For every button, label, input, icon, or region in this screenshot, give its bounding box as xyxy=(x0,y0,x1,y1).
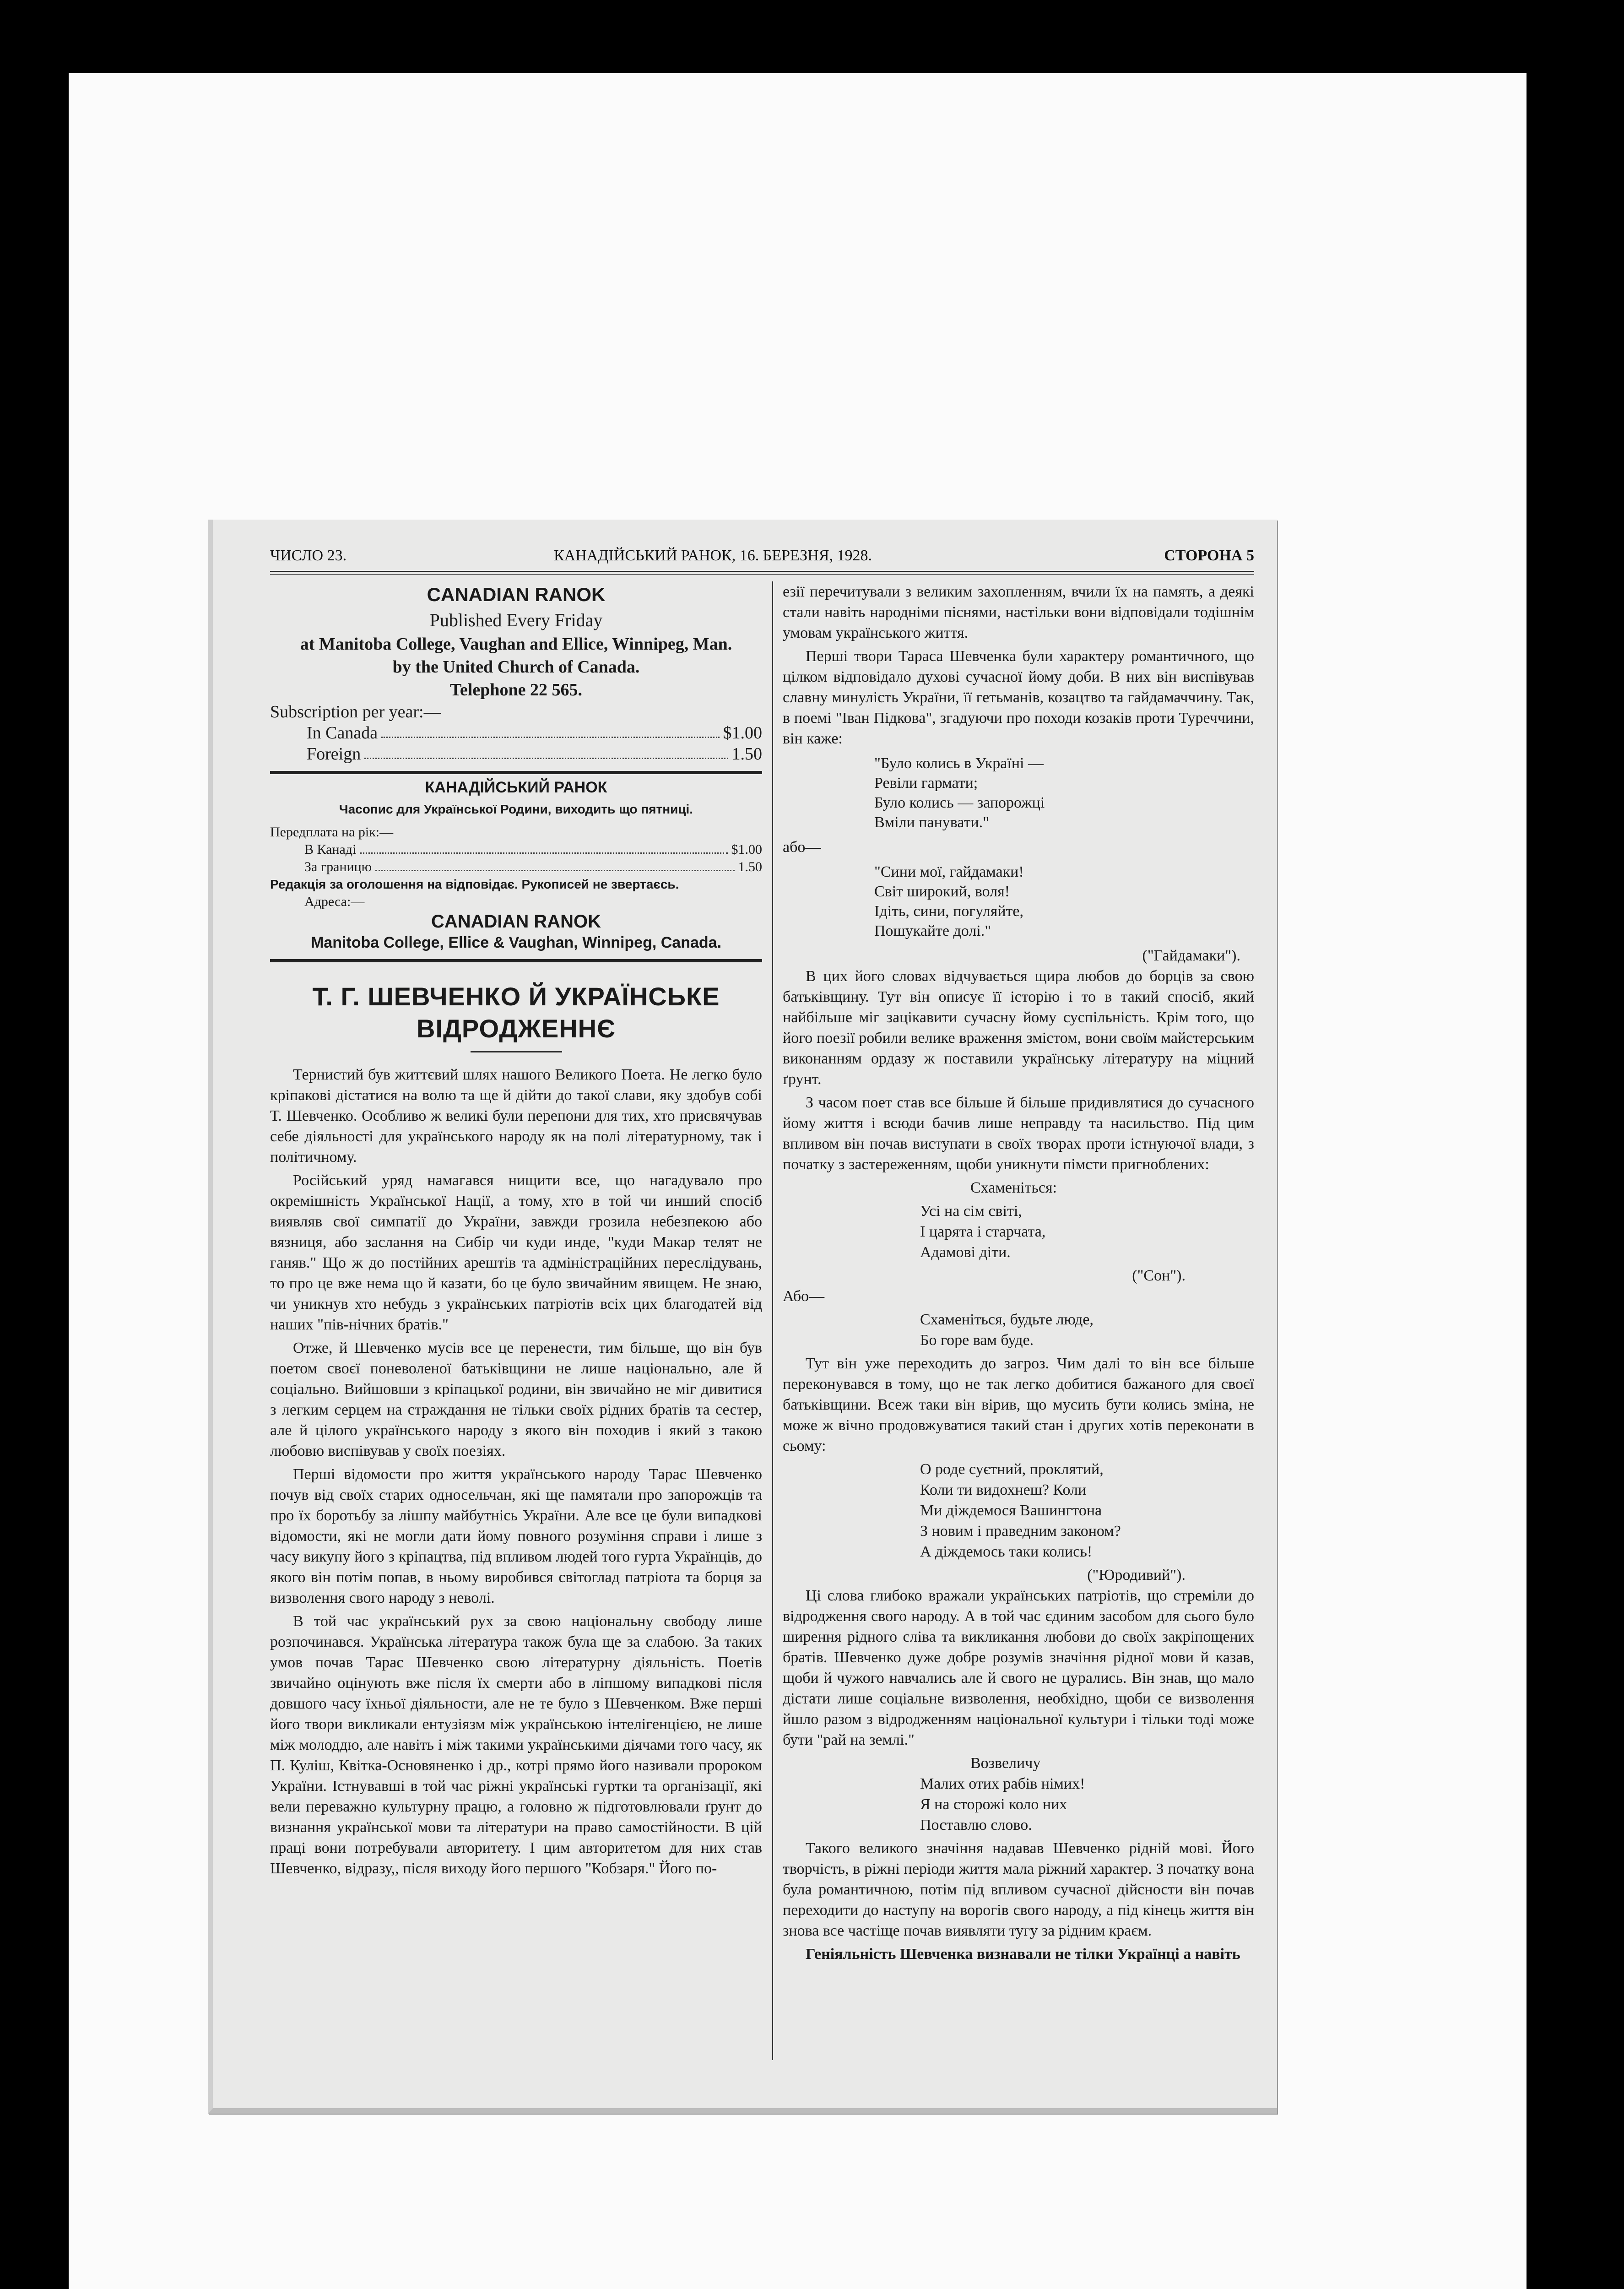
running-header xyxy=(270,547,1254,570)
poem-line: А діждемось таки колись! xyxy=(920,1543,1093,1560)
poem-line: Поставлю слово. xyxy=(920,1817,1032,1833)
masthead-address-1: at Manitoba College, Vaughan and Ellice, Winnipeg, Man. xyxy=(300,635,732,654)
article-paragraph: Тут він уже переходить до загроз. Чим далі то він все більше переконувався в тому, що не так легко добитися бажаного для своєї батьківщини. Всеж таки він вірив, що мусить бути колись зміна, не може ж вічно продовжуватися такий стан і других хотів переконати в сьому: xyxy=(783,1355,1254,1454)
section-rule xyxy=(270,959,762,962)
poem-line: Вміли панувати." xyxy=(874,814,990,831)
ua-price-row-foreign xyxy=(270,858,762,876)
article-paragraph: Геніяльність Шевченка визнавали не тілки Українці а навіть xyxy=(806,1946,1240,1963)
poem-line: Усі на сім світі, xyxy=(920,1203,1022,1220)
article-paragraph: Тернистий був життєвий шлях нашого Великого Поета. Не легко було кріпакові дістатися на волю та ще й дійти до такої слави, яку здобув собі Т. Шевченко. Особливо ж великі були перепони для тих, хто присвячував себе діяльності для українського народу як на полі літературному, так і політичному. xyxy=(270,1066,762,1166)
poem-line: Возвеличу xyxy=(970,1755,1041,1772)
issue-number: ЧИСЛО 23. xyxy=(270,547,347,564)
poem-line: З новим і праведним законом? xyxy=(920,1523,1121,1540)
masthead-address-2: by the United Church of Canada. xyxy=(392,657,640,677)
price-value: 1.50 xyxy=(731,744,762,764)
poem-line: Адамові діти. xyxy=(920,1244,1011,1261)
english-subscription xyxy=(270,701,762,765)
poem-line: Ревіли гармати; xyxy=(874,775,978,792)
price-value: 1.50 xyxy=(738,859,762,874)
ua-subscription-heading: Передплата на рік:— xyxy=(270,824,394,840)
leader-dots xyxy=(381,722,719,738)
english-masthead xyxy=(270,581,762,701)
article-paragraph: В той час український рух за свою національну свободу лише розпочинався. Українська література також була ще за слабою. За таких умов почав Тарас Шевченко свою літературну діяльність. Поетів звичайно оцінують вже після їх смерти або в ліпшому випадкові після довшого часу їхньої діяльности, але не те було з Шевченком. Вже перші його твори викликали ентузіязм між українською інтелігенцією, не лише між молоддю, але навіть і між такими українськими діячами того часу, як П. Куліш, Квітка-Основяненко і др., котрі прямо його називали пророком України. Істнувавші в той час ріжні українські гуртки та організації, які вели переважно культурну працю, а головно ж підготовлювали ґрунт до визнання української мови та літератури на право самостійности. В цій праці вони потребували авторитету. І цим авторитетом для них став Шевченко, відразу,, після виходу його першого "Кобзаря." Його по- xyxy=(270,1613,762,1877)
leader-dots xyxy=(364,743,728,759)
article-paragraph: Перші відомости про життя українського народу Тарас Шевченко почув від своїх старих односельчан, які ще памятали про запорожців та про їх боротьбу за лішпу майбутнісь України. Але все це були випадкові відомости, які не могли дати йому повного розуміння справи і лише з часу викупу його з кріпацтва, під впливом людей того гурта Українців, до якого він потім попав, в ньому виробився світоглад патріота та борця за визволення свого народу з неволі. xyxy=(270,1466,762,1606)
poem-quote xyxy=(783,862,1254,941)
poem-quote xyxy=(783,1201,1254,1263)
masthead-published: Published Every Friday xyxy=(429,610,603,630)
poem-line: "Було колись в Україні — xyxy=(874,755,1044,772)
header-rule xyxy=(270,571,1254,575)
left-column xyxy=(270,581,762,1882)
poem-line: Я на сторожі коло них xyxy=(920,1796,1067,1813)
price-row-foreign xyxy=(270,743,762,765)
price-value: $1.00 xyxy=(731,842,762,857)
headline-rule xyxy=(471,1051,562,1052)
masthead-title: CANADIAN RANOK xyxy=(427,584,606,605)
poem-line: Схаменіться, будьте люде, xyxy=(920,1311,1094,1328)
ua-address-label: Адреса:— xyxy=(304,894,365,909)
poem-heading: Схаменіться: xyxy=(970,1179,1057,1196)
subscription-heading: Subscription per year:— xyxy=(270,702,441,721)
article-paragraph: Отже, й Шевченко мусів все це перенести, тим більше, що він був поетом своєї поневоленої батьківщини не лише національно, але й соціально. Вийшовши з кріпацької родини, він звичайно не міг дивитися з легким серцем на страждання не тільки своїх рідних братів та сестер, але й цілого українського народу з якого він походив і який з такою любовю виспівував у своїх поезіях. xyxy=(270,1340,762,1459)
poem-line: Малих отих рабів німих! xyxy=(920,1775,1085,1792)
poem-quote xyxy=(783,1753,1254,1835)
column-divider xyxy=(772,581,773,2060)
article-paragraph: З часом поет став все більше й більше придивлятися до сучасного йому життя і всюди бачив лише неправду та насильство. Під цим впливом він почав виступати в своїх творах проти істнуючої влади, з початку з застереженням, щоби уникнути пімсти пригноблених: xyxy=(783,1094,1254,1173)
poem-citation: ("Сон"). xyxy=(1132,1267,1186,1284)
poem-line: О роде суєтний, проклятий, xyxy=(920,1461,1104,1478)
page-number: СТОРОНА 5 xyxy=(1164,547,1254,564)
article-paragraph: Перші твори Тараса Шевченка були характеру романтичного, що цілком відповідало духові сучасної йому доби. В них він виспівував славну минулість України, її гетьманів, козацтво та гайдамаччину. Так, в поемі "Іван Підкова", згадуючи про походи козаків проти Туреччини, він каже: xyxy=(783,648,1254,747)
poem-line: Ідіть, сини, погуляйте, xyxy=(874,903,1024,920)
poem-line: І царята і старчата, xyxy=(920,1223,1046,1240)
section-rule xyxy=(270,771,762,774)
poem-line: Коли ти видохнеш? Коли xyxy=(920,1481,1087,1498)
price-row-canada xyxy=(270,722,762,743)
leader-dots xyxy=(360,841,727,854)
ua-address-name: CANADIAN RANOK xyxy=(431,911,601,932)
right-column xyxy=(783,581,1254,1967)
article-paragraph: Ці слова глибоко вражали українських патріотів, що стреміли до відродження свого народу. А в той час єдиним засобом для сього було ширення рідного сліва та викликання любови до своїх закріпощених братів. Шевченко дуже добре розумів значіння рідної мови й казав, щоби й чужого навчались але й свого не цурались. Він знав, що мало дістати лише соціальне визволення, необхідно, щоби се визволення йшло разом з відродженням національної культури і тільки тоді може бути "рай на землі." xyxy=(783,1587,1254,1748)
poem-line: "Сини мої, гайдамаки! xyxy=(874,863,1024,880)
poem-quote xyxy=(783,1309,1254,1351)
newspaper-page xyxy=(208,520,1277,2114)
paper-date: КАНАДІЙСЬКИЙ РАНОК, 16. БЕРЕЗНЯ, 1928. xyxy=(554,547,872,564)
article-paragraph: Російський уряд намагався нищити все, що нагадувало про окремішність Української Нації, а тому, хто в той чи инший спосіб виявляв свої симпатії до України, завжди грозила небезпекою або вязниця, або заслання на Сибір чи куди инде, "куди Макар телят не ганяв." Що ж до постійних арештів та адміністраційних переслідувань, то про це вже нема що й казати, бо це було звичайним явищем. Не знаю, чи уникнув хто небудь з українських патріотів всіх цих благодатей від наших "пів-нічних братів." xyxy=(270,1172,762,1333)
poem-line: Було колись — запорожці xyxy=(874,794,1045,811)
poem-quote xyxy=(783,1459,1254,1562)
ua-masthead-subtitle: Часопис для Української Родини, виходить що пятниці. xyxy=(339,802,693,816)
ua-price-row-canada xyxy=(270,841,762,858)
article-paragraph: В цих його словах відчувається щира любов до борців за свою батьківщину. Тут він описує її історію і то в такий спосіб, який найбільше міг зацікавити сучасну йому суспільність. Крім того, що його поезії робили велике враження змістом, вони своїм майстерським виконанням ордазу ж поставили українську літературу на міцний ґрунт. xyxy=(783,968,1254,1088)
ukrainian-masthead xyxy=(270,779,762,953)
price-value: $1.00 xyxy=(723,723,762,743)
masthead-telephone: Telephone 22 565. xyxy=(450,680,582,700)
poem-quote xyxy=(783,754,1254,832)
article-paragraph: Такого великого значіння надавав Шевченко рідній мові. Його творчість, в ріжні періоди життя мала ріжний характер. З початку вона була романтичною, потім під впливом сучасної дійсности він почав переходити до наступу на ворогів свого народу, а під кінець життя він знова все частіще почав виявляти тугу за рідним краєм. xyxy=(783,1840,1254,1939)
poem-line: Світ широкий, воля! xyxy=(874,883,1010,900)
price-label: Foreign xyxy=(307,744,361,764)
article-headline: Т. Г. ШЕВЧЕНКО Й УКРАЇНСЬКЕ ВІДРОДЖЕННЄ xyxy=(312,982,720,1043)
ua-address-full: Manitoba College, Ellice & Vaughan, Winnipeg, Canada. xyxy=(310,934,722,951)
leader-dots xyxy=(375,858,734,871)
article-paragraph: езії перечитували з великим захопленням, вчили їх на память, а деякі стали навіть народніми піснями, настільки вони відповідали тодішнім умовам українського життя. xyxy=(783,583,1254,641)
ua-masthead-title: КАНАДІЙСЬКИЙ РАНОК xyxy=(425,779,607,796)
poem-citation: ("Гайдамаки"). xyxy=(1142,947,1240,964)
price-label: In Canada xyxy=(307,723,378,743)
price-label: В Канаді xyxy=(304,842,357,857)
poem-citation: ("Юродивий"). xyxy=(1087,1567,1186,1584)
poem-line: Бо горе вам буде. xyxy=(920,1332,1034,1349)
ua-notice: Редакція за оголошення на відповідає. Рукописей не звертаєсь. xyxy=(270,877,679,891)
connector-text: або— xyxy=(783,839,821,856)
poem-line: Пошукайте долі." xyxy=(874,922,991,939)
poem-line: Ми діждемося Вашингтона xyxy=(920,1502,1102,1519)
price-label: За границю xyxy=(304,859,372,874)
connector-text: Або— xyxy=(783,1288,825,1305)
